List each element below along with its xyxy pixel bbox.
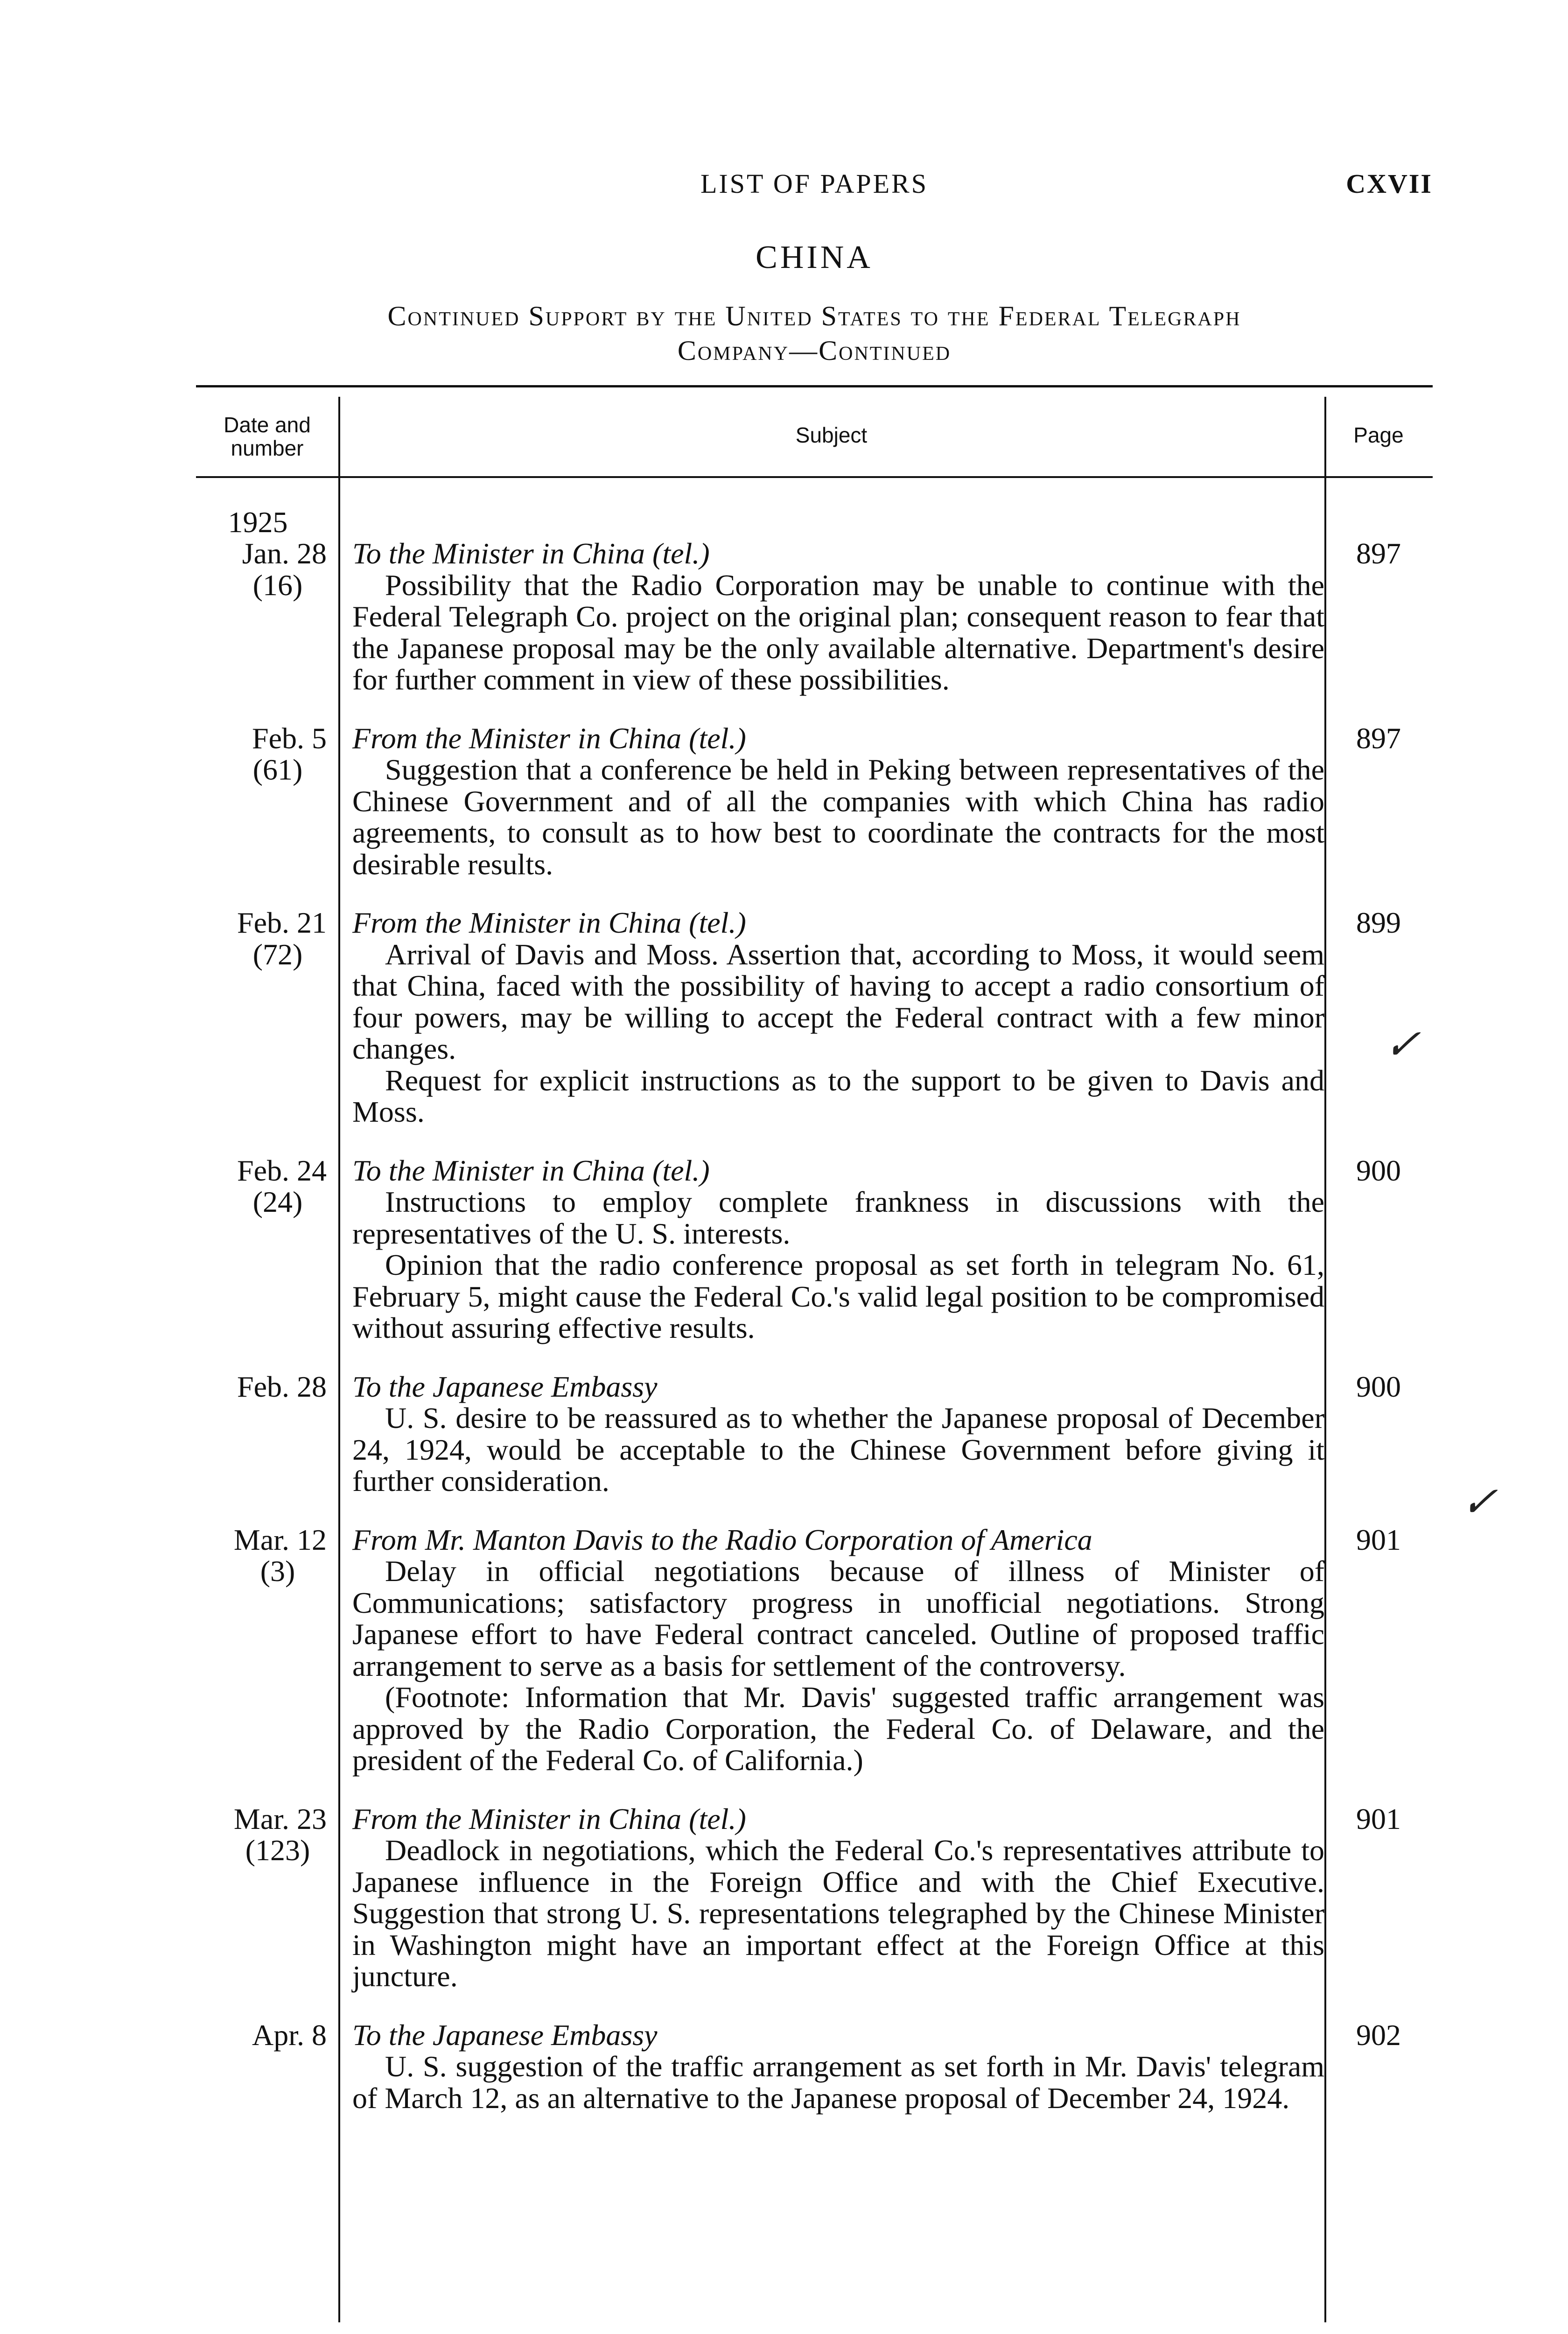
check-mark-icon: ✓ — [1379, 1020, 1433, 1069]
date-cell — [196, 907, 338, 1128]
entry-summary: (Footnote: Information that Mr. Davis' suggested traffic arrangement was approved by the Radio Corporation, the Federal Co. of Delaware, and the president of the Federal Co. of California.) — [352, 1680, 1324, 1777]
table-row — [196, 538, 1433, 696]
entry-summary: Arrival of Davis and Moss. Assertion that, according to Moss, it would seem that China, faced with the possibility of having to accept a radio consortium of four powers, may be willing to accept the Federal contract with a few minor changes. — [352, 937, 1324, 1065]
date-cell — [196, 723, 338, 880]
subject-cell — [338, 538, 1324, 696]
subject-cell — [338, 1371, 1324, 1497]
page-folio: CXVII — [1346, 169, 1433, 199]
entry-summary: U. S. suggestion of the traffic arrangement as set forth in Mr. Davis' telegram of March 12, as an alternative to the Japanese proposal of December 24, 1924. — [352, 2050, 1324, 2115]
running-head — [196, 168, 1433, 205]
papers-table — [196, 385, 1433, 2322]
entry-number: (16) — [252, 568, 303, 602]
table-header-rule — [196, 476, 1433, 478]
table-row — [196, 1155, 1433, 1344]
entry-summary: Suggestion that a conference be held in Peking between representatives of the Chinese Government and of all the companies with which China has radio agreements, to consult as to how best to coordinate the contracts for the most desirable results. — [352, 753, 1324, 881]
entry-number: (24) — [252, 1185, 303, 1218]
entry-summary: Instructions to employ complete frankness in discussions with the representatives of the U. S. interests. — [352, 1185, 1324, 1250]
entry-number: (61) — [252, 753, 303, 786]
table-row — [196, 1803, 1433, 1992]
column-header-date: Date and number — [224, 413, 311, 460]
entry-summary: Opinion that the radio conference proposal as set forth in telegram No. 61, February 5, might cause the Federal Co.'s valid legal position to be compromised without assuring effective results. — [352, 1248, 1324, 1344]
entry-summary: U. S. desire to be reassured as to whether the Japanese proposal of December 24, 1924, would be acceptable to the Chinese Government before giving it further consideration. — [352, 1401, 1324, 1497]
entry-date: Apr. 8 — [252, 2018, 327, 2052]
entry-summary: Delay in official negotiations because of illness of Minister of Communications; satisfactory progress in unofficial negotiations. Strong Japanese effort to have Federal contract canceled. Outline of proposed traffic arrangement to serve as a basis for settlement of the controversy. — [352, 1554, 1324, 1682]
entries-list — [196, 506, 1433, 2114]
entry-heading: To the Japanese Embassy — [352, 1370, 658, 1403]
subject-cell — [338, 1155, 1324, 1344]
entry-summary: Possibility that the Radio Corporation may be unable to continue with the Federal Telegraph Co. project on the original plan; consequent reason to fear that the Japanese proposal may be the only available alternative. Department's desire for further comment in view of these possibilities. — [352, 568, 1324, 696]
entry-date: Jan. 28 — [242, 537, 327, 570]
subject-cell — [338, 2019, 1324, 2114]
running-title: LIST OF PAPERS — [700, 169, 928, 199]
table-row — [196, 2019, 1433, 2114]
page-cell: 902 — [1356, 2018, 1401, 2052]
date-cell — [196, 538, 338, 696]
entries-container — [196, 538, 1433, 2114]
table-row — [196, 907, 1433, 1128]
subject-cell — [338, 907, 1324, 1128]
entry-date: Feb. 24 — [237, 1153, 327, 1187]
entry-heading: From Mr. Manton Davis to the Radio Corporation of America — [352, 1523, 1092, 1556]
entry-number: (3) — [260, 1554, 295, 1588]
entry-heading: To the Minister in China (tel.) — [352, 537, 710, 570]
date-cell — [196, 2019, 338, 2114]
entry-heading: From the Minister in China (tel.) — [352, 906, 746, 939]
page-cell: 901 — [1356, 1523, 1401, 1556]
page-cell: 897 — [1356, 721, 1401, 755]
subject-cell — [338, 1803, 1324, 1992]
country-title: CHINA — [756, 239, 873, 275]
page-cell: 899 — [1356, 906, 1401, 939]
date-cell — [196, 1524, 338, 1776]
entry-date: Feb. 5 — [252, 721, 327, 755]
entry-number: (123) — [245, 1834, 310, 1867]
entry-summary: Request for explicit instructions as to the support to be given to Davis and Moss. — [352, 1063, 1324, 1128]
entry-heading: From the Minister in China (tel.) — [352, 1802, 746, 1835]
entry-summary: Deadlock in negotiations, which the Federal Co.'s representatives attribute to Japanese influence in the Foreign Office and with the Chief Executive. Suggestion that strong U. S. representations telegraphed by the Chinese Minister in Washington might have an important effect at the Foreign Office at this juncture. — [352, 1834, 1324, 1993]
entry-number: (72) — [252, 937, 303, 971]
page-cell: 901 — [1356, 1802, 1401, 1835]
table-row — [196, 1371, 1433, 1497]
column-header-page: Page — [1353, 423, 1404, 447]
page-cell: 900 — [1356, 1370, 1401, 1403]
entry-date: Mar. 23 — [233, 1802, 327, 1835]
subject-cell — [338, 1524, 1324, 1776]
page-cell: 900 — [1356, 1153, 1401, 1187]
year-label: 1925 — [228, 506, 288, 539]
entry-heading: From the Minister in China (tel.) — [352, 721, 746, 755]
section-title-line2: Company—Continued — [677, 335, 952, 366]
subject-cell — [338, 723, 1324, 880]
check-mark-icon: ✓ — [1456, 1477, 1510, 1526]
section-title-line1: Continued Support by the United States to the Federal Telegraph — [387, 301, 1241, 331]
table-row — [196, 1524, 1433, 1776]
date-cell — [196, 1155, 338, 1344]
section-title — [196, 299, 1433, 368]
entry-heading: To the Minister in China (tel.) — [352, 1153, 710, 1187]
entry-date: Mar. 12 — [233, 1523, 327, 1556]
table-row — [196, 723, 1433, 880]
entry-date: Feb. 28 — [237, 1370, 327, 1403]
date-cell — [196, 1371, 338, 1497]
entry-heading: To the Japanese Embassy — [352, 2018, 658, 2052]
page-cell: 897 — [1356, 537, 1401, 570]
entry-date: Feb. 21 — [237, 906, 327, 939]
column-header-subject: Subject — [795, 423, 868, 447]
table-top-rule — [196, 385, 1433, 387]
date-cell — [196, 1803, 338, 1992]
